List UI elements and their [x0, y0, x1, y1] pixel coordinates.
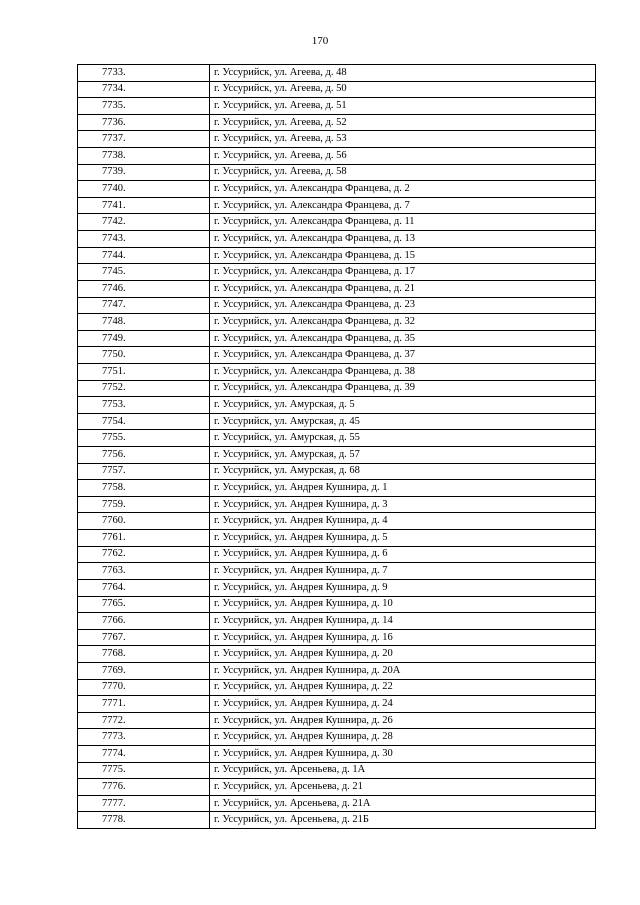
row-number-cell: 7769.: [78, 662, 210, 679]
address-cell: г. Уссурийск, ул. Амурская, д. 5: [210, 397, 596, 414]
table-row: [78, 762, 596, 779]
row-number-cell: 7735.: [78, 98, 210, 115]
table-row: [78, 330, 596, 347]
address-cell: г. Уссурийск, ул. Агеева, д. 51: [210, 98, 596, 115]
address-table-body: [78, 65, 596, 829]
address-cell: г. Уссурийск, ул. Андрея Кушнира, д. 3: [210, 496, 596, 513]
address-cell: г. Уссурийск, ул. Александра Францева, д. 37: [210, 347, 596, 364]
address-cell: г. Уссурийск, ул. Андрея Кушнира, д. 10: [210, 596, 596, 613]
table-row: [78, 696, 596, 713]
row-number-cell: 7763.: [78, 563, 210, 580]
row-number-cell: 7757.: [78, 463, 210, 480]
address-cell: г. Уссурийск, ул. Агеева, д. 48: [210, 65, 596, 82]
address-table: [77, 64, 596, 829]
address-cell: г. Уссурийск, ул. Андрея Кушнира, д. 26: [210, 712, 596, 729]
table-row: [78, 596, 596, 613]
row-number-cell: 7770.: [78, 679, 210, 696]
address-cell: г. Уссурийск, ул. Амурская, д. 57: [210, 447, 596, 464]
row-number-cell: 7775.: [78, 762, 210, 779]
address-cell: г. Уссурийск, ул. Андрея Кушнира, д. 28: [210, 729, 596, 746]
table-row: [78, 812, 596, 829]
row-number-cell: 7737.: [78, 131, 210, 148]
row-number-cell: 7767.: [78, 629, 210, 646]
address-cell: г. Уссурийск, ул. Андрея Кушнира, д. 4: [210, 513, 596, 530]
page-number: 170: [311, 35, 329, 47]
address-cell: г. Уссурийск, ул. Арсеньева, д. 1А: [210, 762, 596, 779]
address-cell: г. Уссурийск, ул. Андрея Кушнира, д. 6: [210, 546, 596, 563]
row-number-cell: 7739.: [78, 164, 210, 181]
address-cell: г. Уссурийск, ул. Александра Францева, д. 17: [210, 264, 596, 281]
address-cell: г. Уссурийск, ул. Андрея Кушнира, д. 5: [210, 530, 596, 547]
table-row: [78, 447, 596, 464]
address-cell: г. Уссурийск, ул. Александра Францева, д. 23: [210, 297, 596, 314]
row-number-cell: 7736.: [78, 114, 210, 131]
table-row: [78, 513, 596, 530]
address-cell: г. Уссурийск, ул. Александра Францева, д. 35: [210, 330, 596, 347]
row-number-cell: 7748.: [78, 314, 210, 331]
address-cell: г. Уссурийск, ул. Александра Францева, д. 21: [210, 280, 596, 297]
address-cell: г. Уссурийск, ул. Арсеньева, д. 21А: [210, 795, 596, 812]
address-cell: г. Уссурийск, ул. Александра Францева, д. 15: [210, 247, 596, 264]
row-number-cell: 7742.: [78, 214, 210, 231]
table-row: [78, 148, 596, 165]
table-row: [78, 397, 596, 414]
table-row: [78, 679, 596, 696]
row-number-cell: 7741.: [78, 197, 210, 214]
table-row: [78, 480, 596, 497]
row-number-cell: 7738.: [78, 148, 210, 165]
address-cell: г. Уссурийск, ул. Арсеньева, д. 21Б: [210, 812, 596, 829]
table-row: [78, 231, 596, 248]
table-row: [78, 81, 596, 98]
table-row: [78, 98, 596, 115]
row-number-cell: 7746.: [78, 280, 210, 297]
table-row: [78, 613, 596, 630]
row-number-cell: 7747.: [78, 297, 210, 314]
address-cell: г. Уссурийск, ул. Андрея Кушнира, д. 1: [210, 480, 596, 497]
row-number-cell: 7776.: [78, 779, 210, 796]
address-cell: г. Уссурийск, ул. Арсеньева, д. 21: [210, 779, 596, 796]
row-number-cell: 7755.: [78, 430, 210, 447]
address-cell: г. Уссурийск, ул. Агеева, д. 52: [210, 114, 596, 131]
row-number-cell: 7756.: [78, 447, 210, 464]
table-row: [78, 563, 596, 580]
address-cell: г. Уссурийск, ул. Александра Францева, д. 7: [210, 197, 596, 214]
table-row: [78, 181, 596, 198]
table-row: [78, 164, 596, 181]
address-cell: г. Уссурийск, ул. Андрея Кушнира, д. 7: [210, 563, 596, 580]
table-row: [78, 745, 596, 762]
table-row: [78, 65, 596, 82]
row-number-cell: 7750.: [78, 347, 210, 364]
address-cell: г. Уссурийск, ул. Агеева, д. 58: [210, 164, 596, 181]
table-row: [78, 579, 596, 596]
address-cell: г. Уссурийск, ул. Андрея Кушнира, д. 9: [210, 579, 596, 596]
row-number-cell: 7777.: [78, 795, 210, 812]
row-number-cell: 7758.: [78, 480, 210, 497]
table-row: [78, 546, 596, 563]
address-cell: г. Уссурийск, ул. Андрея Кушнира, д. 16: [210, 629, 596, 646]
table-row: [78, 380, 596, 397]
table-row: [78, 729, 596, 746]
row-number-cell: 7778.: [78, 812, 210, 829]
address-cell: г. Уссурийск, ул. Агеева, д. 56: [210, 148, 596, 165]
row-number-cell: 7740.: [78, 181, 210, 198]
address-cell: г. Уссурийск, ул. Андрея Кушнира, д. 20: [210, 646, 596, 663]
table-row: [78, 297, 596, 314]
table-row: [78, 280, 596, 297]
row-number-cell: 7754.: [78, 413, 210, 430]
table-row: [78, 712, 596, 729]
table-row: [78, 413, 596, 430]
row-number-cell: 7773.: [78, 729, 210, 746]
row-number-cell: 7768.: [78, 646, 210, 663]
address-cell: г. Уссурийск, ул. Амурская, д. 45: [210, 413, 596, 430]
address-cell: г. Уссурийск, ул. Александра Францева, д. 39: [210, 380, 596, 397]
table-row: [78, 646, 596, 663]
table-row: [78, 347, 596, 364]
table-row: [78, 662, 596, 679]
row-number-cell: 7759.: [78, 496, 210, 513]
row-number-cell: 7772.: [78, 712, 210, 729]
row-number-cell: 7752.: [78, 380, 210, 397]
row-number-cell: 7761.: [78, 530, 210, 547]
table-row: [78, 779, 596, 796]
table-row: [78, 247, 596, 264]
table-row: [78, 496, 596, 513]
row-number-cell: 7774.: [78, 745, 210, 762]
table-row: [78, 114, 596, 131]
row-number-cell: 7765.: [78, 596, 210, 613]
address-cell: г. Уссурийск, ул. Александра Францева, д. 13: [210, 231, 596, 248]
row-number-cell: 7733.: [78, 65, 210, 82]
address-cell: г. Уссурийск, ул. Андрея Кушнира, д. 22: [210, 679, 596, 696]
table-row: [78, 463, 596, 480]
row-number-cell: 7743.: [78, 231, 210, 248]
row-number-cell: 7771.: [78, 696, 210, 713]
address-cell: г. Уссурийск, ул. Амурская, д. 55: [210, 430, 596, 447]
table-row: [78, 430, 596, 447]
row-number-cell: 7749.: [78, 330, 210, 347]
table-row: [78, 363, 596, 380]
address-cell: г. Уссурийск, ул. Андрея Кушнира, д. 20А: [210, 662, 596, 679]
address-cell: г. Уссурийск, ул. Андрея Кушнира, д. 30: [210, 745, 596, 762]
address-cell: г. Уссурийск, ул. Амурская, д. 68: [210, 463, 596, 480]
address-cell: г. Уссурийск, ул. Андрея Кушнира, д. 24: [210, 696, 596, 713]
address-cell: г. Уссурийск, ул. Андрея Кушнира, д. 14: [210, 613, 596, 630]
row-number-cell: 7734.: [78, 81, 210, 98]
table-row: [78, 131, 596, 148]
row-number-cell: 7745.: [78, 264, 210, 281]
address-cell: г. Уссурийск, ул. Александра Францева, д. 11: [210, 214, 596, 231]
row-number-cell: 7766.: [78, 613, 210, 630]
address-cell: г. Уссурийск, ул. Агеева, д. 50: [210, 81, 596, 98]
table-row: [78, 197, 596, 214]
address-cell: г. Уссурийск, ул. Александра Францева, д. 32: [210, 314, 596, 331]
table-row: [78, 314, 596, 331]
row-number-cell: 7762.: [78, 546, 210, 563]
row-number-cell: 7764.: [78, 579, 210, 596]
table-row: [78, 629, 596, 646]
row-number-cell: 7760.: [78, 513, 210, 530]
table-row: [78, 264, 596, 281]
address-cell: г. Уссурийск, ул. Агеева, д. 53: [210, 131, 596, 148]
table-row: [78, 530, 596, 547]
table-row: [78, 795, 596, 812]
row-number-cell: 7744.: [78, 247, 210, 264]
table-row: [78, 214, 596, 231]
row-number-cell: 7751.: [78, 363, 210, 380]
row-number-cell: 7753.: [78, 397, 210, 414]
address-cell: г. Уссурийск, ул. Александра Францева, д. 2: [210, 181, 596, 198]
address-cell: г. Уссурийск, ул. Александра Францева, д. 38: [210, 363, 596, 380]
